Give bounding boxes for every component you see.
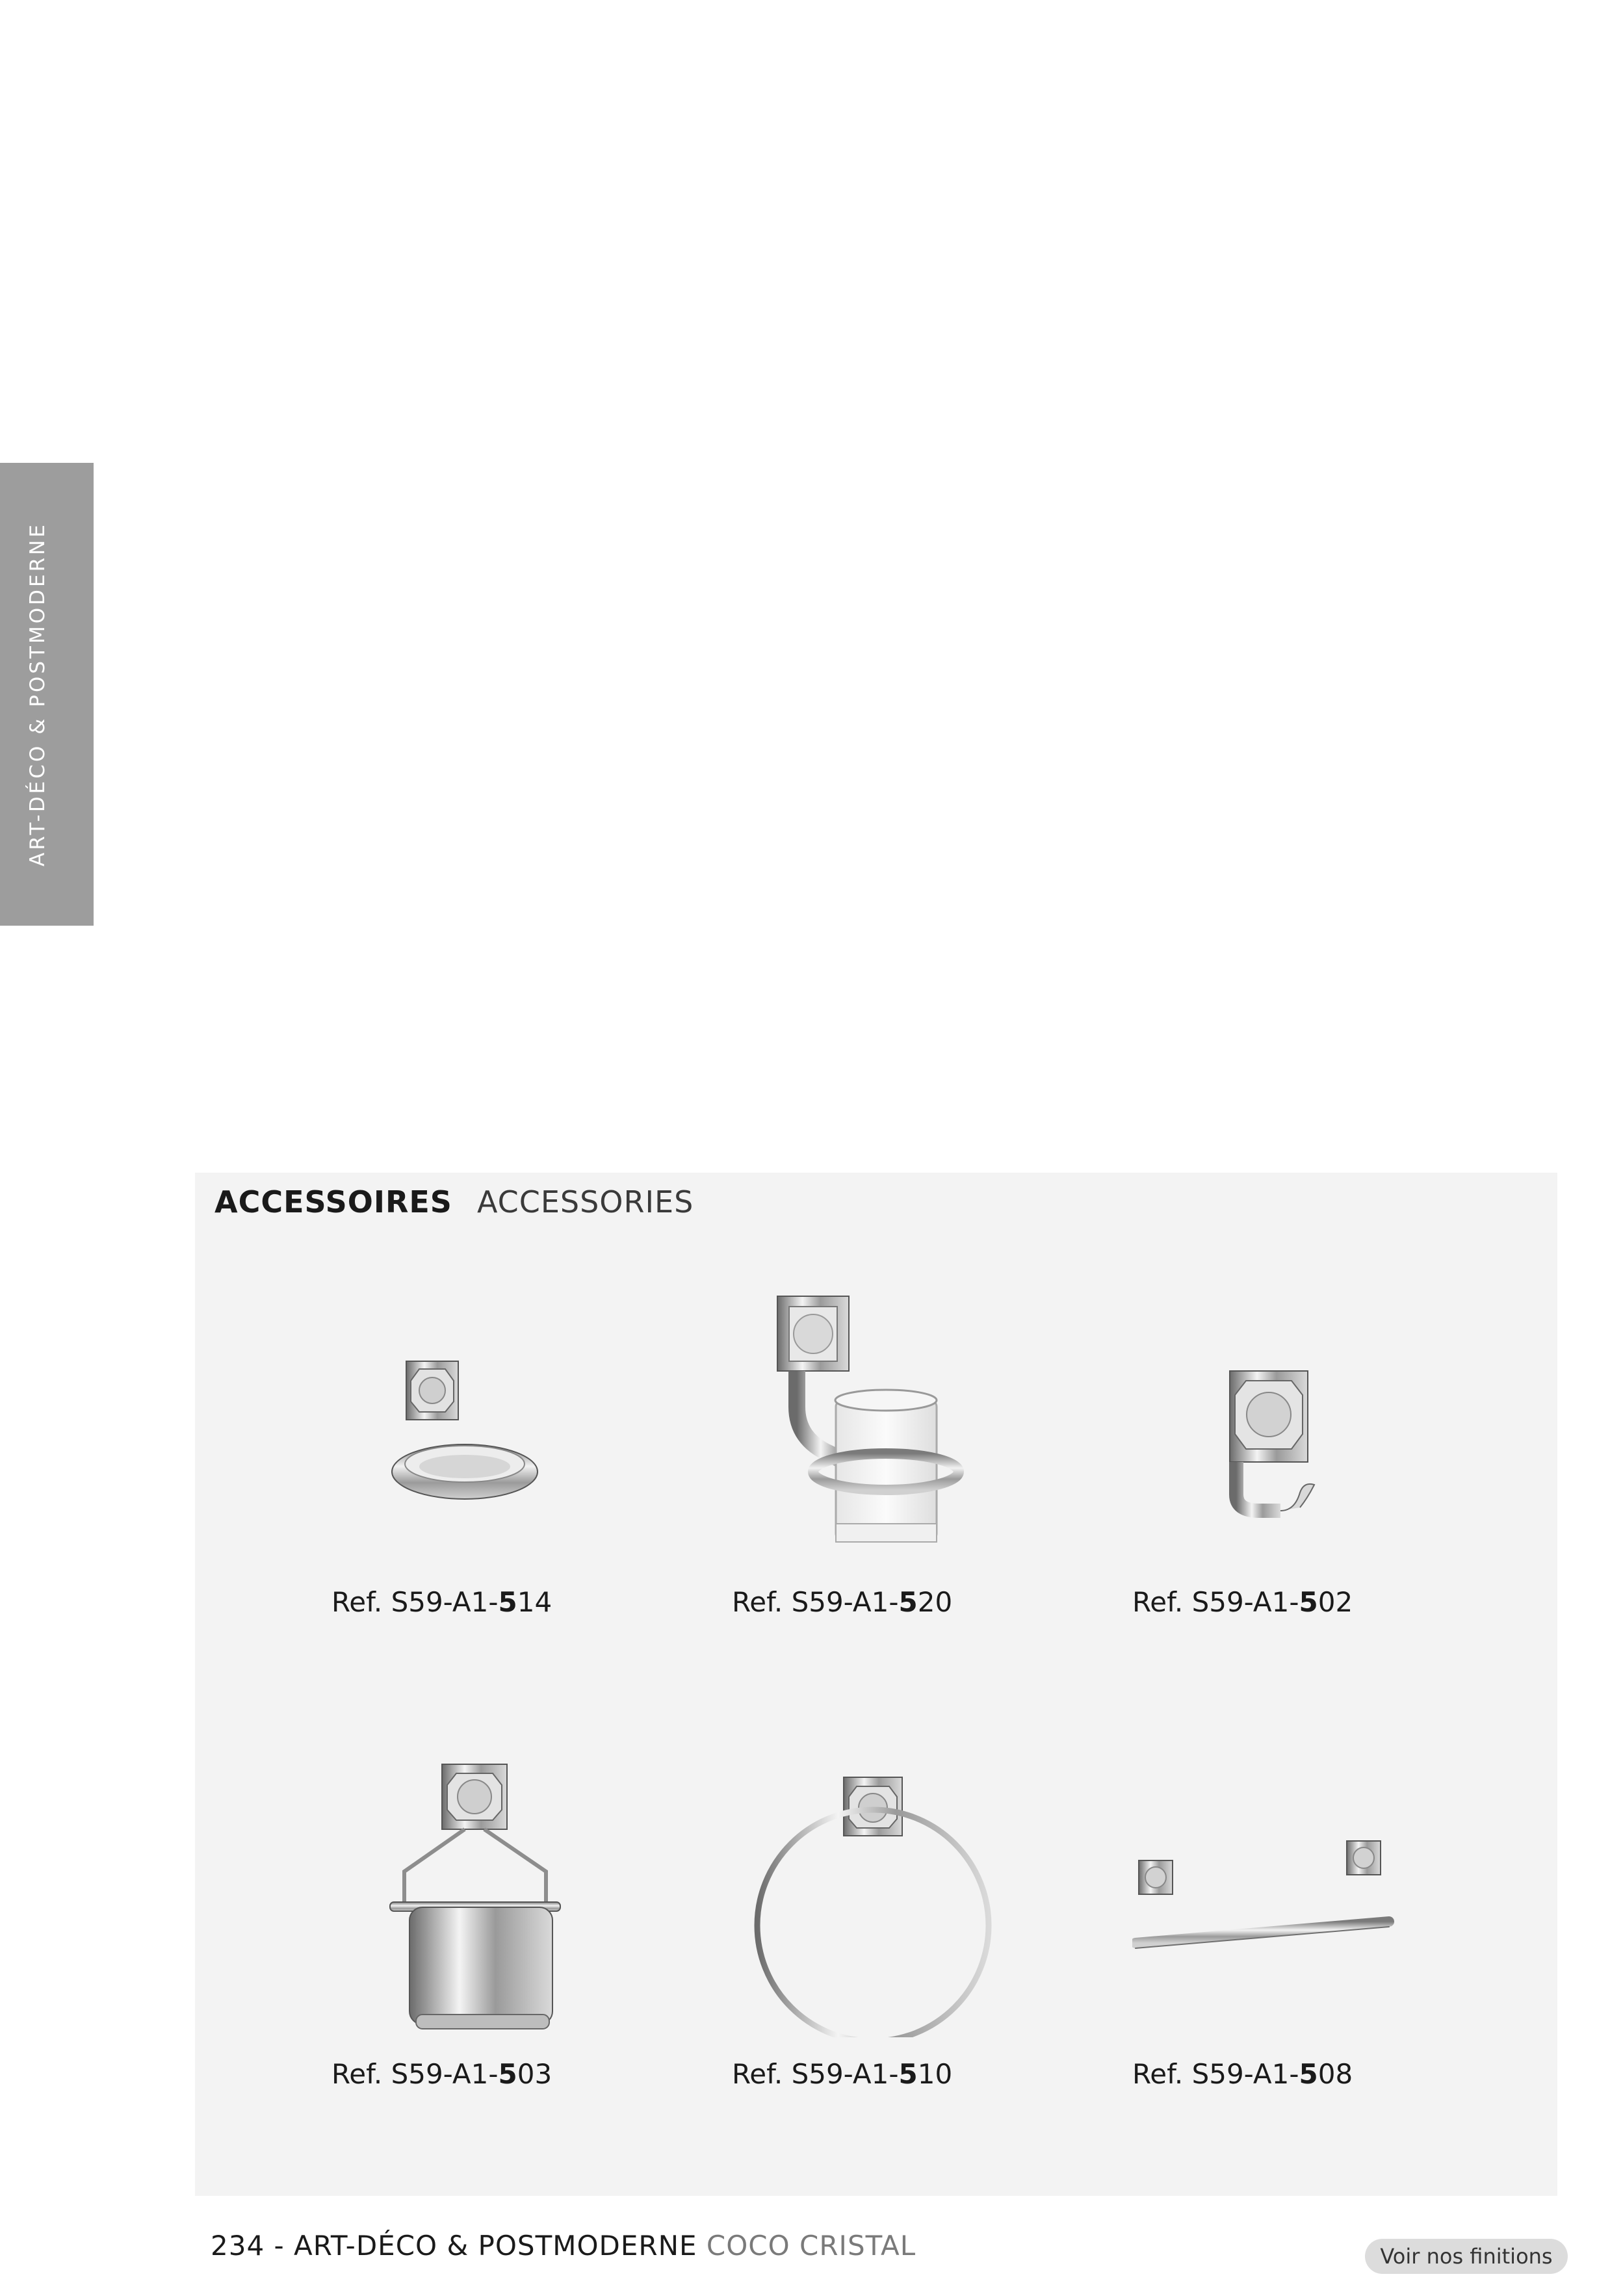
view-finishes-button[interactable]: Voir nos finitions [1365, 2239, 1568, 2274]
soap-dish-image [331, 1283, 604, 1563]
section-heading [214, 1184, 694, 1220]
product-ref: Ref. S59-A1-520 [732, 1586, 953, 1618]
product-ref: Ref. S59-A1-508 [1132, 2058, 1353, 2090]
product-robe-hook[interactable] [1132, 1283, 1470, 1618]
section-title-fr: ACCESSOIRES [214, 1184, 452, 1220]
tumbler-holder-image [732, 1283, 1005, 1563]
product-soap-dish[interactable] [331, 1283, 669, 1618]
product-ref: Ref. S59-A1-510 [732, 2058, 953, 2090]
collection-name: COCO CRISTAL [706, 2230, 916, 2262]
product-towel-ring[interactable] [732, 1758, 1070, 2090]
product-towel-bar[interactable] [1132, 1758, 1470, 2090]
product-toilet-roll-holder[interactable] [331, 1758, 669, 2090]
towel-ring-image [732, 1758, 1005, 2037]
product-ref: Ref. S59-A1-503 [331, 2058, 552, 2090]
toilet-roll-holder-image [331, 1758, 604, 2037]
sidebar-label: ART-DÉCO & POSTMODERNE [26, 522, 49, 867]
robe-hook-image [1132, 1283, 1405, 1563]
page-number-label: 234 - ART-DÉCO & POSTMODERNE [211, 2230, 697, 2262]
towel-bar-image [1132, 1758, 1405, 2037]
section-title-en: ACCESSORIES [476, 1184, 694, 1220]
page-footer [211, 2230, 916, 2262]
product-ref: Ref. S59-A1-514 [331, 1586, 552, 1618]
accessories-panel [195, 1173, 1557, 2196]
product-tumbler-holder[interactable] [732, 1283, 1070, 1618]
product-ref: Ref. S59-A1-502 [1132, 1586, 1353, 1618]
